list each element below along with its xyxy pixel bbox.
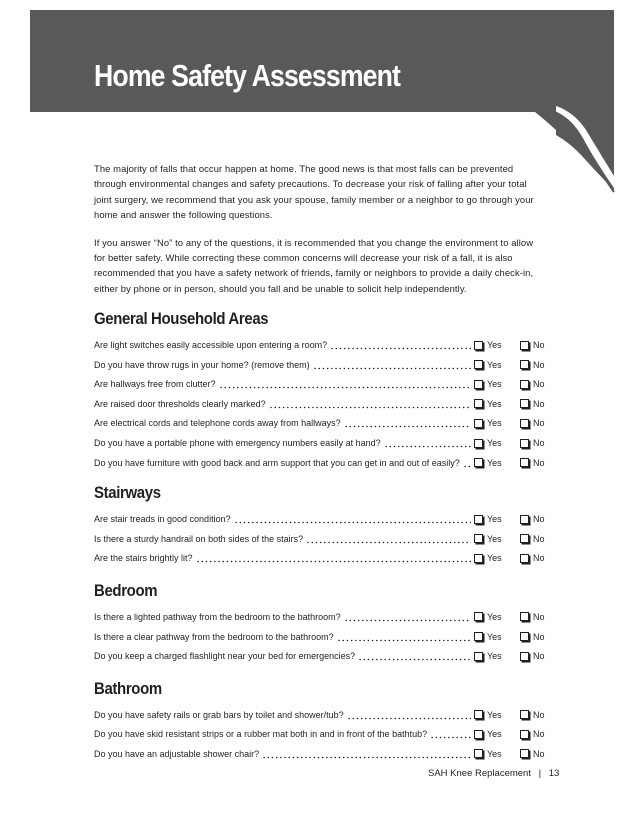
dot-leader xyxy=(196,552,471,564)
checkbox-icon[interactable] xyxy=(520,730,529,739)
question-text: Do you have safety rails or grab bars by toilet and shower/tub? xyxy=(94,709,344,720)
content xyxy=(94,161,544,764)
yes-option[interactable] xyxy=(474,340,520,350)
checkbox-icon[interactable] xyxy=(474,652,483,661)
question-text: Do you have skid resistant strips or a rubber mat both in and in front of the bathtub? xyxy=(94,729,428,740)
no-option[interactable] xyxy=(520,438,544,448)
checklist-row xyxy=(94,744,544,764)
no-label: No xyxy=(533,340,545,351)
no-label: No xyxy=(533,438,545,449)
checkbox-icon[interactable] xyxy=(474,632,483,641)
yes-option[interactable] xyxy=(474,514,520,524)
checkbox-icon[interactable] xyxy=(520,534,529,543)
checklist-section xyxy=(94,580,544,678)
question-text: Is there a clear pathway from the bedroom to the bathroom? xyxy=(94,631,334,642)
no-option[interactable] xyxy=(520,749,544,759)
yes-label: Yes xyxy=(487,359,502,370)
checkbox-icon[interactable] xyxy=(520,458,529,467)
no-label: No xyxy=(533,457,545,468)
checkbox-icon[interactable] xyxy=(520,710,529,719)
checklist-row xyxy=(94,627,544,647)
yes-label: Yes xyxy=(487,709,502,720)
checkbox-icon[interactable] xyxy=(474,554,483,563)
no-label: No xyxy=(533,553,545,564)
checklist-section xyxy=(94,482,544,580)
yes-option[interactable] xyxy=(474,399,520,409)
footer-text: SAH Knee Replacement xyxy=(428,768,531,779)
checklist-row xyxy=(94,607,544,627)
dot-leader xyxy=(358,650,471,662)
checkbox-icon[interactable] xyxy=(474,380,483,389)
page-number: 13 xyxy=(548,768,560,779)
dot-leader xyxy=(306,533,471,545)
yes-label: Yes xyxy=(487,729,502,740)
yes-option[interactable] xyxy=(474,710,520,720)
yes-option[interactable] xyxy=(474,379,520,389)
no-option[interactable] xyxy=(520,340,544,350)
checklist-section xyxy=(94,678,544,764)
checkbox-icon[interactable] xyxy=(474,399,483,408)
yes-option[interactable] xyxy=(474,612,520,622)
section-heading: Bedroom xyxy=(94,581,158,601)
dot-leader xyxy=(330,339,471,351)
question-text: Are stair treads in good condition? xyxy=(94,514,231,525)
checklist-row xyxy=(94,453,544,473)
dot-leader xyxy=(344,417,471,429)
question-text: Do you have a portable phone with emergency numbers easily at hand? xyxy=(94,438,381,449)
checkbox-icon[interactable] xyxy=(474,515,483,524)
yes-option[interactable] xyxy=(474,360,520,370)
section-spacer xyxy=(94,568,544,580)
checkbox-icon[interactable] xyxy=(520,554,529,563)
page-title: Home Safety Assessment xyxy=(94,58,401,93)
no-label: No xyxy=(533,748,545,759)
intro-paragraph: The majority of falls that occur happen at home. The good news is that most falls can be prevented through environmental changes and safety precautions. To decrease your risk of falling after your total joint surgery, we recommend that you ask your spouse, family member or a neighbor to go through your home and answer the following questions. xyxy=(94,163,534,221)
checklist-row xyxy=(94,646,544,666)
checkbox-icon[interactable] xyxy=(474,710,483,719)
checklist-row xyxy=(94,725,544,745)
no-option[interactable] xyxy=(520,399,544,409)
no-label: No xyxy=(533,418,545,429)
no-option[interactable] xyxy=(520,458,544,468)
section-heading: Bathroom xyxy=(94,678,162,698)
dot-leader xyxy=(262,748,471,760)
section-spacer xyxy=(94,666,544,678)
no-label: No xyxy=(533,514,545,525)
checkbox-icon[interactable] xyxy=(520,612,529,621)
no-label: No xyxy=(533,709,545,720)
footer-separator: | xyxy=(538,768,542,779)
question-text: Are the stairs brightly lit? xyxy=(94,553,193,564)
checkbox-icon[interactable] xyxy=(520,360,529,369)
checkbox-icon[interactable] xyxy=(520,632,529,641)
checkbox-icon[interactable] xyxy=(520,341,529,350)
yes-label: Yes xyxy=(487,631,502,642)
no-option[interactable] xyxy=(520,379,544,389)
checkbox-icon[interactable] xyxy=(474,419,483,428)
yes-label: Yes xyxy=(487,553,502,564)
yes-option[interactable] xyxy=(474,729,520,739)
checklist xyxy=(94,308,544,764)
question-text: Do you keep a charged flashlight near your bed for emergencies? xyxy=(94,651,356,662)
dot-leader xyxy=(337,631,471,643)
no-label: No xyxy=(533,651,545,662)
dot-leader xyxy=(463,457,471,469)
yes-label: Yes xyxy=(487,533,502,544)
checklist-section xyxy=(94,308,544,482)
no-option[interactable] xyxy=(520,651,544,661)
section-spacer xyxy=(94,472,544,482)
dot-leader xyxy=(234,513,471,525)
yes-label: Yes xyxy=(487,748,502,759)
no-option[interactable] xyxy=(520,514,544,524)
checkbox-icon[interactable] xyxy=(474,360,483,369)
yes-option[interactable] xyxy=(474,553,520,563)
checklist-row xyxy=(94,374,544,394)
yes-label: Yes xyxy=(487,651,502,662)
dot-leader xyxy=(384,437,471,449)
checkbox-icon[interactable] xyxy=(520,399,529,408)
checkbox-icon[interactable] xyxy=(474,749,483,758)
yes-option[interactable] xyxy=(474,438,520,448)
question-text: Are electrical cords and telephone cords away from hallways? xyxy=(94,418,341,429)
question-text: Are raised door thresholds clearly marked? xyxy=(94,398,266,409)
checklist-row xyxy=(94,414,544,434)
no-label: No xyxy=(533,533,545,544)
dot-leader xyxy=(219,378,471,390)
checkbox-icon[interactable] xyxy=(474,730,483,739)
no-option[interactable] xyxy=(520,710,544,720)
checkbox-icon[interactable] xyxy=(520,749,529,758)
checkbox-icon[interactable] xyxy=(474,439,483,448)
no-label: No xyxy=(533,359,545,370)
dot-leader xyxy=(313,359,471,371)
checklist-row xyxy=(94,335,544,355)
no-option[interactable] xyxy=(520,418,544,428)
question-text: Do you have throw rugs in your home? (remove them) xyxy=(94,359,310,370)
checklist-row xyxy=(94,549,544,569)
no-label: No xyxy=(533,729,545,740)
yes-label: Yes xyxy=(487,418,502,429)
checkbox-icon[interactable] xyxy=(474,612,483,621)
yes-label: Yes xyxy=(487,611,502,622)
yes-option[interactable] xyxy=(474,458,520,468)
checkbox-icon[interactable] xyxy=(520,652,529,661)
dot-leader xyxy=(269,398,471,410)
checklist-row xyxy=(94,705,544,725)
yes-option[interactable] xyxy=(474,651,520,661)
question-text: Is there a sturdy handrail on both sides of the stairs? xyxy=(94,533,304,544)
dot-leader xyxy=(430,728,471,740)
dot-leader xyxy=(344,611,471,623)
no-option[interactable] xyxy=(520,360,544,370)
checkbox-icon[interactable] xyxy=(474,458,483,467)
yes-label: Yes xyxy=(487,379,502,390)
no-option[interactable] xyxy=(520,632,544,642)
checklist-row xyxy=(94,529,544,549)
section-heading: General Household Areas xyxy=(94,309,269,329)
dot-leader xyxy=(347,709,471,721)
checkbox-icon[interactable] xyxy=(474,341,483,350)
yes-option[interactable] xyxy=(474,418,520,428)
section-heading: Stairways xyxy=(94,483,161,503)
checkbox-icon[interactable] xyxy=(474,534,483,543)
yes-option[interactable] xyxy=(474,632,520,642)
yes-label: Yes xyxy=(487,398,502,409)
checklist-row xyxy=(94,509,544,529)
question-text: Are light switches easily accessible upon entering a room? xyxy=(94,340,328,351)
yes-option[interactable] xyxy=(474,534,520,544)
no-option[interactable] xyxy=(520,534,544,544)
yes-label: Yes xyxy=(487,438,502,449)
no-option[interactable] xyxy=(520,553,544,563)
checkbox-icon[interactable] xyxy=(520,515,529,524)
no-option[interactable] xyxy=(520,729,544,739)
checkbox-icon[interactable] xyxy=(520,380,529,389)
checklist-row xyxy=(94,394,544,414)
yes-label: Yes xyxy=(487,514,502,525)
question-text: Do you have an adjustable shower chair? xyxy=(94,748,260,759)
question-text: Do you have furniture with good back and arm support that you can get in and out of easily? xyxy=(94,457,460,468)
checklist-row xyxy=(94,355,544,375)
checkbox-icon[interactable] xyxy=(520,419,529,428)
no-label: No xyxy=(533,398,545,409)
yes-option[interactable] xyxy=(474,749,520,759)
checkbox-icon[interactable] xyxy=(520,439,529,448)
checklist-row xyxy=(94,433,544,453)
intro-paragraph: If you answer “No” to any of the questions, it is recommended that you change the environment to allow for better safety. While correcting these common concerns will decrease your risk of a fall, it is also recommended that you have a safety network of friends, family or neighbors to provide a daily check-in, either by phone or in person, should you fall and be unable to solicit help independently. xyxy=(94,236,534,294)
page-footer xyxy=(428,768,559,779)
no-label: No xyxy=(533,631,545,642)
yes-label: Yes xyxy=(487,340,502,351)
question-text: Is there a lighted pathway from the bedroom to the bathroom? xyxy=(94,611,341,622)
no-label: No xyxy=(533,611,545,622)
no-option[interactable] xyxy=(520,612,544,622)
question-text: Are hallways free from clutter? xyxy=(94,379,216,390)
yes-label: Yes xyxy=(487,457,502,468)
no-label: No xyxy=(533,379,545,390)
